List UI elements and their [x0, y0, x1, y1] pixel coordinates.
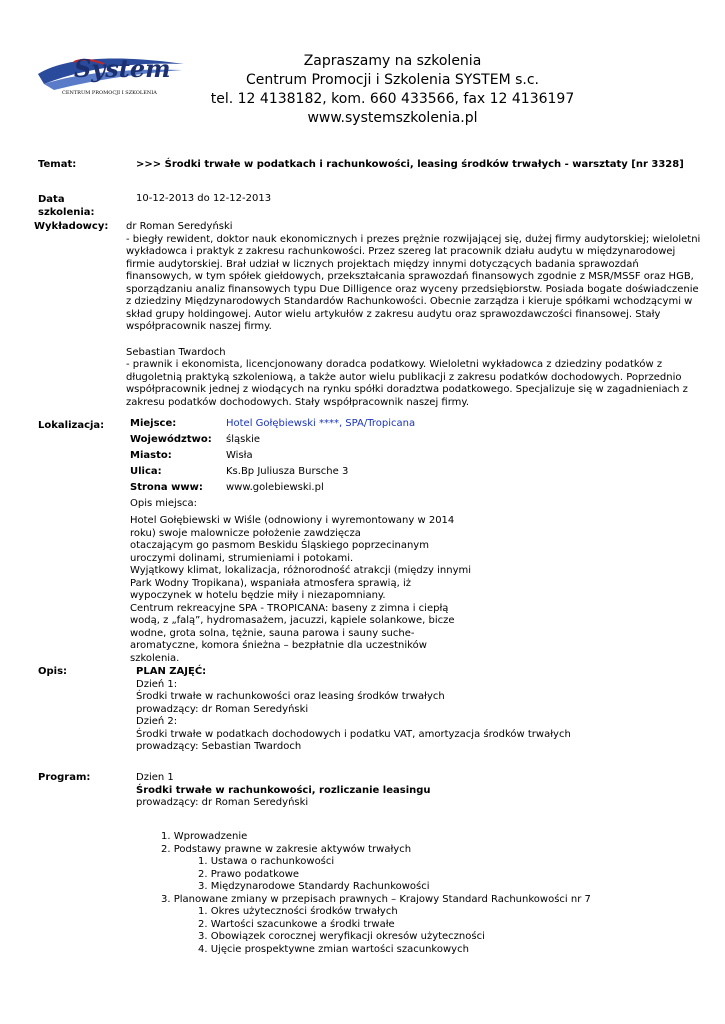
- description-line: Centrum rekreacyjne SPA - TROPICANA: baseny z zimna i ciepłą: [130, 602, 449, 614]
- plan-line: Dzień 1:: [136, 678, 178, 690]
- program-day: Dzien 1: [136, 772, 174, 783]
- data-label-line1: Data: [38, 194, 65, 205]
- location-field-key: Ulica:: [130, 466, 162, 477]
- program-subitem: 4. Ujęcie prospektywne zmian wartości szacunkowych: [198, 943, 469, 955]
- hotel-link[interactable]: Hotel Gołębiewski ****, SPA/Tropicana: [226, 418, 416, 429]
- program-subitem: 3. Obowiązek corocznej weryfikacji okresów użyteczności: [198, 931, 485, 942]
- bio-line: zakresu podatków dochodowych. Stały współpracownik naszej firmy.: [126, 396, 470, 408]
- plan-heading: PLAN ZAJĘĆ:: [136, 666, 207, 677]
- bio-line: Sebastian Twardoch: [126, 346, 226, 358]
- temat-label: Temat:: [38, 159, 77, 170]
- program-subitem: 1. Okres użyteczności środków trwałych: [198, 906, 398, 917]
- description-line: aromatyczne, komora śnieżna – bezpłatnie dla uczestników: [130, 640, 427, 651]
- plan-lines: [136, 679, 571, 754]
- plan-line: Dzień 2:: [136, 716, 178, 727]
- page-header: [0, 52, 725, 128]
- bio-line: sporządzaniu analiz finansowych typu Due Dilligence oraz wyceny przedsiębiorstw. Posiada bogate doświadczenie: [126, 283, 699, 295]
- description-line: roku) swoje malownicze położenie zawdzięcza: [130, 527, 361, 539]
- bio-line: współpracownik jednej z wiodących na rynku spółki doradztwa podatkowego. Specjalizuje się w zagadnieniach z: [126, 384, 688, 395]
- bio-line: z dziedziny Międzynarodowych Standardów Rachunkowości. Obecnie zarządza i kieruje spółkami wchodzącymi w: [126, 296, 693, 307]
- location-field-key: Miejsce:: [130, 418, 177, 429]
- location-field-key: Strona www:: [130, 482, 203, 493]
- program-subitem: 2. Prawo podatkowe: [198, 868, 300, 880]
- description-line: wypoczynek w hotelu będzie miły i niezapomniany.: [130, 590, 386, 601]
- program-list: [161, 831, 591, 956]
- bio-line: - prawnik i ekonomista, licencjonowany doradca podatkowy. Wieloletni wykładowca z dziedziny podatków z: [126, 359, 663, 370]
- description-line: Wyjątkowy klimat, lokalizacja, różnorodność atrakcji (między innymi: [130, 565, 472, 576]
- data-label-line2: szkolenia:: [38, 207, 95, 218]
- description-line: otaczającym go pasmom Beskidu Śląskiego poprzecinanym: [130, 540, 429, 551]
- description-line: Hotel Gołębiewski w Wiśle (odnowiony i wyremontowany w 2014: [130, 515, 455, 526]
- location-field-value: śląskie: [226, 434, 261, 445]
- program-item: 1. Wprowadzenie: [161, 831, 248, 842]
- bio-line: skład grupy holdingowej. Autor wielu artykułów z zakresu audytu oraz sprawozdawczości finansowej. Stały: [126, 308, 661, 320]
- bio-line: długoletnią praktyką szkoleniową, a także autor wielu publikacji z zakresu podatków dochodowych. Poprzednio: [126, 371, 682, 383]
- bio-line: finansowych, w tym spółek giełdowych, przekształcania sprawozdań finansowych zgodnie z MSR/MSSF oraz HGB,: [126, 271, 694, 282]
- program-header: [136, 772, 431, 810]
- program-item: 2. Podstawy prawne w zakresie aktywów trwałych: [161, 843, 412, 855]
- bio-line: wykładowca i praktyk z zakresu rachunkowości. Przez szereg lat pracownik działu audytu w międzynarodowej: [126, 246, 676, 257]
- program-subitem: 1. Ustawa o rachunkowości: [198, 856, 335, 867]
- header-line-4: www.systemszkolenia.pl: [307, 110, 478, 126]
- program-lecturer: prowadzący: dr Roman Seredyński: [136, 797, 309, 808]
- wykladowcy-label: Wykładowcy:: [34, 221, 109, 232]
- lokalizacja-label: Lokalizacja:: [38, 420, 105, 431]
- data-value: 10-12-2013 do 12-12-2013: [136, 193, 272, 204]
- bio-line: współpracownik naszej firmy.: [126, 321, 272, 332]
- description-line: wodne, grota solna, tężnie, sauna parowa i sauny suche-: [130, 627, 415, 639]
- location-field-value: www.golebiewski.pl: [226, 482, 324, 493]
- plan-line: Środki trwałe w podatkach dochodowych i podatku VAT, amortyzacja środków trwałych: [136, 728, 571, 740]
- program-item: 3. Planowane zmiany w przepisach prawnych – Krajowy Standard Rachunkowości nr 7: [161, 893, 591, 905]
- description-line: szkolenia.: [130, 652, 180, 664]
- bio-line: - biegły rewident, doktor nauk ekonomicznych i prezes prężnie rozwijającej się, dużej firmy audytorskiej; wieloletni: [126, 233, 701, 245]
- header-line-1: Zapraszamy na szkolenia: [303, 53, 482, 69]
- header-line-2: Centrum Promocji i Szkolenia SYSTEM s.c.: [246, 72, 539, 88]
- lecturer-2-bio: [126, 347, 706, 410]
- location-field-key: Województwo:: [130, 434, 212, 445]
- program-label: Program:: [38, 772, 91, 783]
- logo-text: System: [74, 54, 171, 83]
- description-line: wodą, z „falą”, hydromasażem, jacuzzi, kąpiele solankowe, bicze: [130, 615, 455, 626]
- plan-line: prowadzący: Sebastian Twardoch: [136, 741, 302, 752]
- description-line: uroczymi dolinami, strumieniami i potokami.: [130, 552, 354, 564]
- plan-line: prowadzący: dr Roman Seredyński: [136, 703, 309, 715]
- header-line-3: tel. 12 4138182, kom. 660 433566, fax 12 4136197: [210, 91, 575, 107]
- program-title: Środki trwałe w rachunkowości, rozliczanie leasingu: [136, 784, 431, 796]
- location-description: [130, 515, 471, 665]
- data-label: [38, 193, 95, 219]
- location-field-key: Miasto:: [130, 450, 172, 461]
- location-field-value: Wisła: [226, 450, 253, 461]
- location-field-value: Ks.Bp Juliusza Bursche 3: [226, 466, 349, 477]
- bio-line: firmie audytorskiej. Brał udział w licznych projektach między innymi dotyczących badania sprawozdań: [126, 258, 639, 270]
- logo-subtitle: CENTRUM PROMOCJI I SZKOLENIA: [62, 90, 157, 96]
- temat-value: >>> Środki trwałe w podatkach i rachunkowości, leasing środków trwałych - warsztaty [nr 3328]: [136, 159, 684, 170]
- opis-section: [136, 666, 571, 754]
- bio-line: dr Roman Seredyński: [126, 221, 233, 232]
- opis-miejsca-label: Opis miejsca:: [130, 498, 198, 509]
- description-line: Park Wodny Tropikana), wspaniała atmosfera sprawią, iż: [130, 577, 411, 589]
- lecturer-1-bio: [126, 221, 706, 334]
- program-subitem: 2. Wartości szacunkowe a środki trwałe: [198, 918, 395, 930]
- plan-line: Środki trwałe w rachunkowości oraz leasing środków trwałych: [136, 691, 445, 702]
- program-subitem: 3. Międzynarodowe Standardy Rachunkowości: [198, 881, 430, 892]
- opis-label: Opis:: [38, 666, 68, 677]
- wykladowcy-section: [126, 221, 706, 409]
